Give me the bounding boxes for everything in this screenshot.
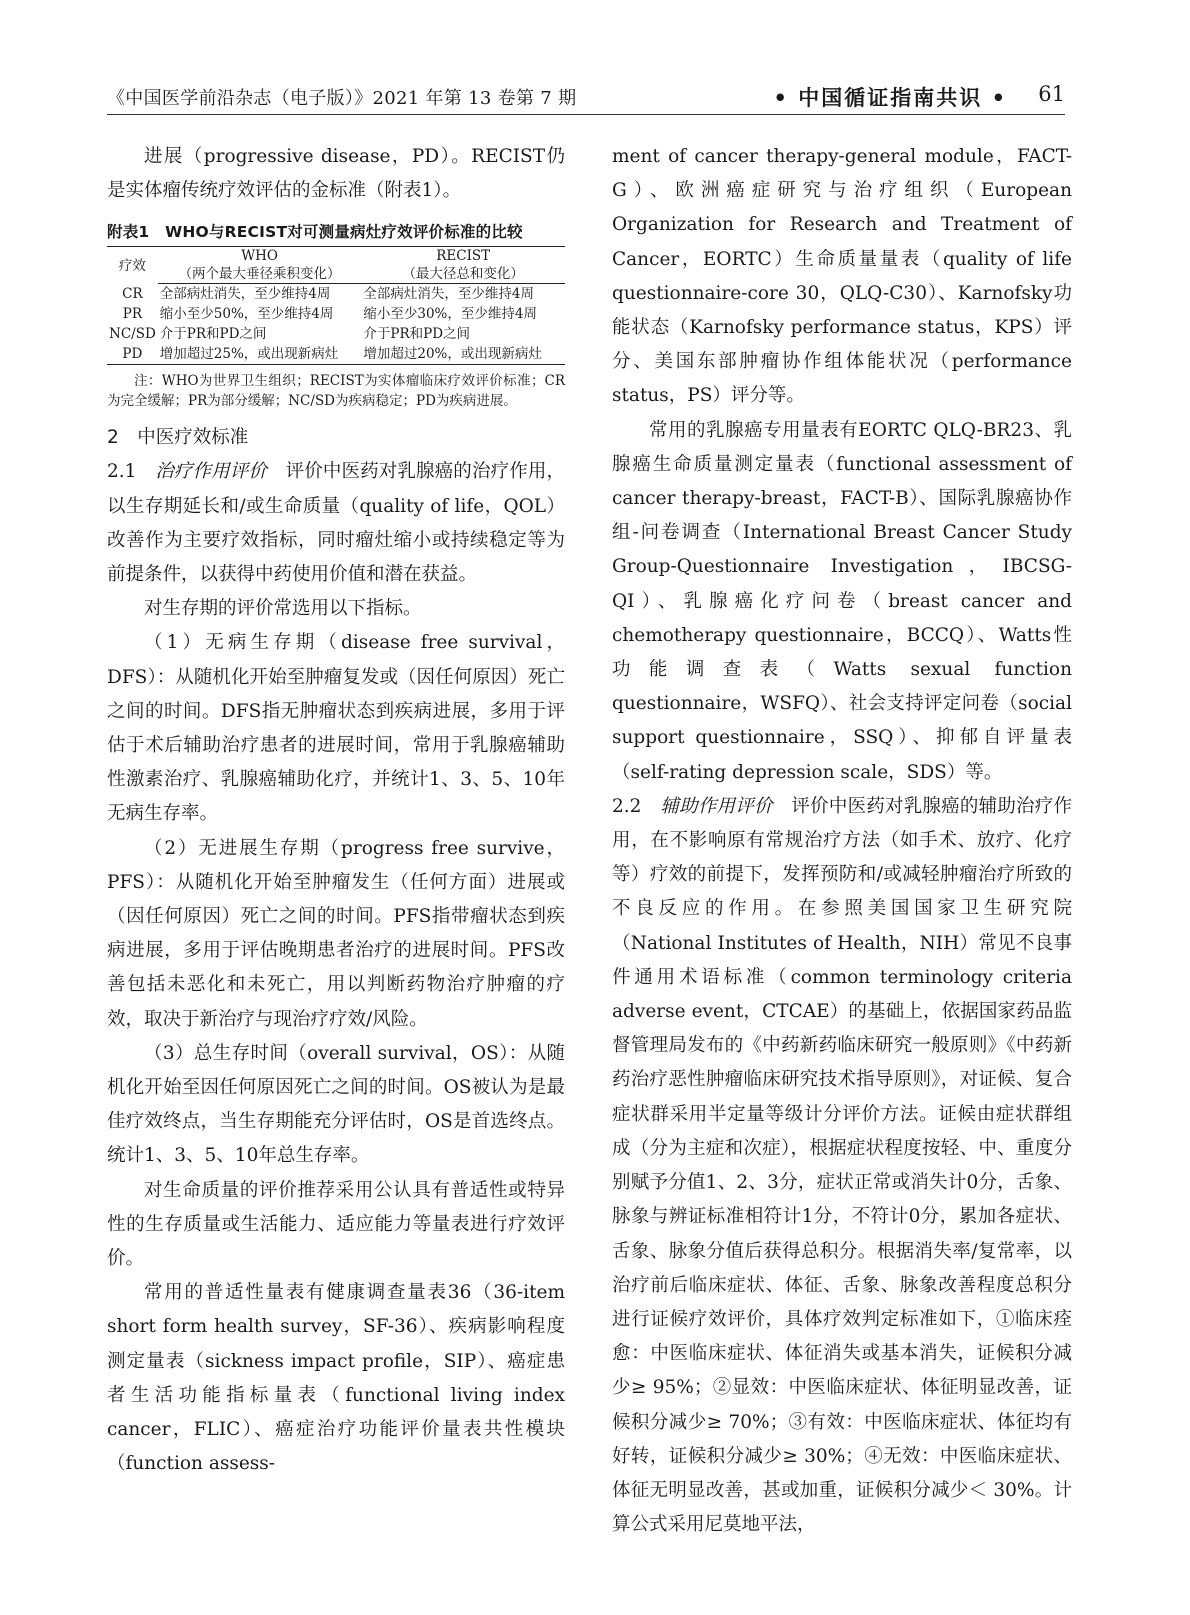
table-title: 附表1 WHO与RECIST对可测量病灶疗效评价标准的比较 [107, 223, 523, 242]
table-header-who-sub: （两个最大垂径乘积变化） [158, 265, 362, 284]
subsection-title: 治疗作用评价 [155, 461, 267, 483]
table-cell-who: 缩小至少50%，至少维持4周 [159, 306, 334, 323]
section-tag: • 中国循证指南共识 • [773, 86, 1007, 110]
table-row [107, 284, 565, 305]
right-column [612, 140, 1072, 1542]
table-cell-recist: 全部病灶消失，至少维持4周 [363, 286, 534, 303]
table-header-who: WHO [241, 248, 278, 265]
table-cell-recist: 介于PR和PD之间 [363, 326, 471, 343]
page-number: 61 [1038, 82, 1065, 106]
paragraph-pfs: （2）无进展生存期（progress free survive，PFS）：从随机化开始至肿瘤发生（任何方面）进展或（因任何原因）死亡之间的时间。PFS指带瘤状态到疾病进展，多用于评估晚期患者治疗的进展时间。PFS改善包括未恶化和未死亡，用以判断药物治疗肿瘤的疗效，取决于新治疗与现治疗疗效/风险。 [107, 837, 565, 1030]
journal-title: 《中国医学前沿杂志（电子版）》2021 年第 13 卷第 7 期 [107, 88, 577, 109]
table-note: 注：WHO为世界卫生组织；RECIST为实体瘤临床疗效评价标准；CR为完全缓解；PR为部分缓解；NC/SD为疾病稳定；PD为疾病进展。 [107, 373, 565, 410]
table-cell-effect: PR [122, 306, 142, 323]
table-cell-who: 增加超过25%，或出现新病灶 [159, 346, 339, 363]
page-header [107, 82, 1065, 115]
table-cell-effect: PD [122, 346, 143, 363]
table-row [107, 324, 565, 344]
table-row [107, 344, 565, 365]
table-cell-who: 全部病灶消失，至少维持4周 [159, 286, 331, 303]
table-cell-effect: NC/SD [109, 326, 156, 343]
left-column [107, 140, 565, 1482]
subsection-2-2 [612, 790, 1072, 1542]
table-cell-effect: CR [122, 286, 143, 303]
table-header-effect: 疗效 [118, 257, 146, 274]
comparison-table [107, 246, 565, 365]
subsection-text: 评价中医药对乳腺癌的辅助治疗作用，在不影响原有常规治疗方法（如手术、放疗、化疗等）疗效的前提下，发挥预防和/或减轻肿瘤治疗所致的不良反应的作用。在参照美国国家卫生研究院（National Institutes of Health，NIH）常见不良事件通用术语标准（common terminology criteria adverse event，CTCAE）的基础上，依据国家药品监督管理局发布的《中药新药临床研究一般原则》《中药新药治疗恶性肿瘤临床研究技术指导原则》，对证候、复合症状群采用半定量等级计分评价方法。证候由症状群组成（分为主症和次症），根据症状程度按轻、中、重度分别赋予分值1、2、3分，症状正常或消失计0分，舌象、脉象与辨证标准相符计1分，不符计0分，累加各症状、舌象、脉象分值后获得总积分。根据消失率/复常率，以治疗前后临床症状、体征、舌象、脉象改善程度总积分进行证候疗效评价，具体疗效判定标准如下，①临床痊愈：中医临床症状、体征消失或基本消失，证候积分减少≥ 95%；②显效：中医临床症状、体征明显改善，证候积分减少≥ 70%；③有效：中医临床症状、体征均有好转，证候积分减少≥ 30%；④无效：中医临床症状、体征无明显改善，甚或加重，证候积分减少＜ 30%。计算公式采用尼莫地平法， [612, 795, 1072, 1536]
table-header-recist-sub: （最大径总和变化） [361, 265, 565, 284]
paragraph-os: （3）总生存时间（overall survival，OS）：从随机化开始至因任何原因死亡之间的时间。OS被认为是最佳疗效终点，当生存期能充分评估时，OS是首选终点。统计1、3、5、10年总生存率。 [107, 1042, 565, 1167]
subsection-2-1 [107, 455, 565, 592]
table-cell-who: 介于PR和PD之间 [159, 326, 267, 343]
paragraph-breast-scales: 常用的乳腺癌专用量表有EORTC QLQ-BR23、乳腺癌生命质量测定量表（functional assessment of cancer therapy-breast，FACT-B）、国际乳腺癌协作组-问卷调查（International Breast Cancer Study Group-Questionnaire Investigation，IBCSG-QI）、乳腺癌化疗问卷（breast cancer and chemotherapy questionnaire，BCCQ）、Watts性功能调查表（Watts sexual function questionnaire，WSFQ）、社会支持评定问卷（social support questionnaire，SSQ）、抑郁自评量表（self-rating depression scale，SDS）等。 [612, 419, 1072, 783]
paragraph-scales: 常用的普适性量表有健康调查量表36（36-item short form health survey，SF-36）、疾病影响程度测定量表（sickness impact profile，SIP）、癌症患者生活功能指标量表（functional living index cancer，FLIC）、癌症治疗功能评价量表共性模块（function assess- [107, 1282, 565, 1475]
table-cell-recist: 缩小至少30%，至少维持4周 [363, 306, 537, 323]
table-row [107, 304, 565, 324]
paragraph-qol: 对生命质量的评价推荐采用公认具有普适性或特异性的生存质量或生活能力、适应能力等量表进行疗效评价。 [107, 1179, 565, 1270]
paragraph-survival: 对生存期的评价常选用以下指标。 [144, 598, 422, 620]
table-header-recist: RECIST [436, 248, 491, 265]
table-cell-recist: 增加超过20%，或出现新病灶 [363, 346, 542, 363]
section-heading: 2 中医疗效标准 [107, 427, 249, 449]
subsection-text: 评价中医药对乳腺癌的治疗作用，以生存期延长和/或生命质量（quality of life，QOL）改善作为主要疗效指标，同时瘤灶缩小或持续稳定等为前提条件，以获得中药使用价值和潜在获益。 [107, 461, 565, 586]
subsection-number: 2.1 [107, 461, 156, 483]
paragraph-scales-cont: ment of cancer therapy-general module，FACT-G）、欧洲癌症研究与治疗组织（European Organization for Research and Treatment of Cancer，EORTC）生命质量量表（quality of life questionnaire-core 30，QLQ-C30）、Karnofsky功能状态（Karnofsky performance status，KPS）评分、美国东部肿瘤协作组体能状况（performance status，PS）评分等。 [612, 146, 1072, 407]
paragraph-recist: 进展（progressive disease，PD）。RECIST仍是实体瘤传统疗效评估的金标准（附表1）。 [107, 146, 565, 202]
subsection-title: 辅助作用评价 [660, 795, 773, 817]
subsection-number: 2.2 [612, 795, 661, 817]
paragraph-dfs: （1）无病生存期（disease free survival，DFS）：从随机化开始至肿瘤复发或（因任何原因）死亡之间的时间。DFS指无肿瘤状态到疾病进展，多用于评估于术后辅助治疗患者的进展时间，常用于乳腺癌辅助性激素治疗、乳腺癌辅助化疗，并统计1、3、5、10年无病生存率。 [107, 632, 565, 825]
